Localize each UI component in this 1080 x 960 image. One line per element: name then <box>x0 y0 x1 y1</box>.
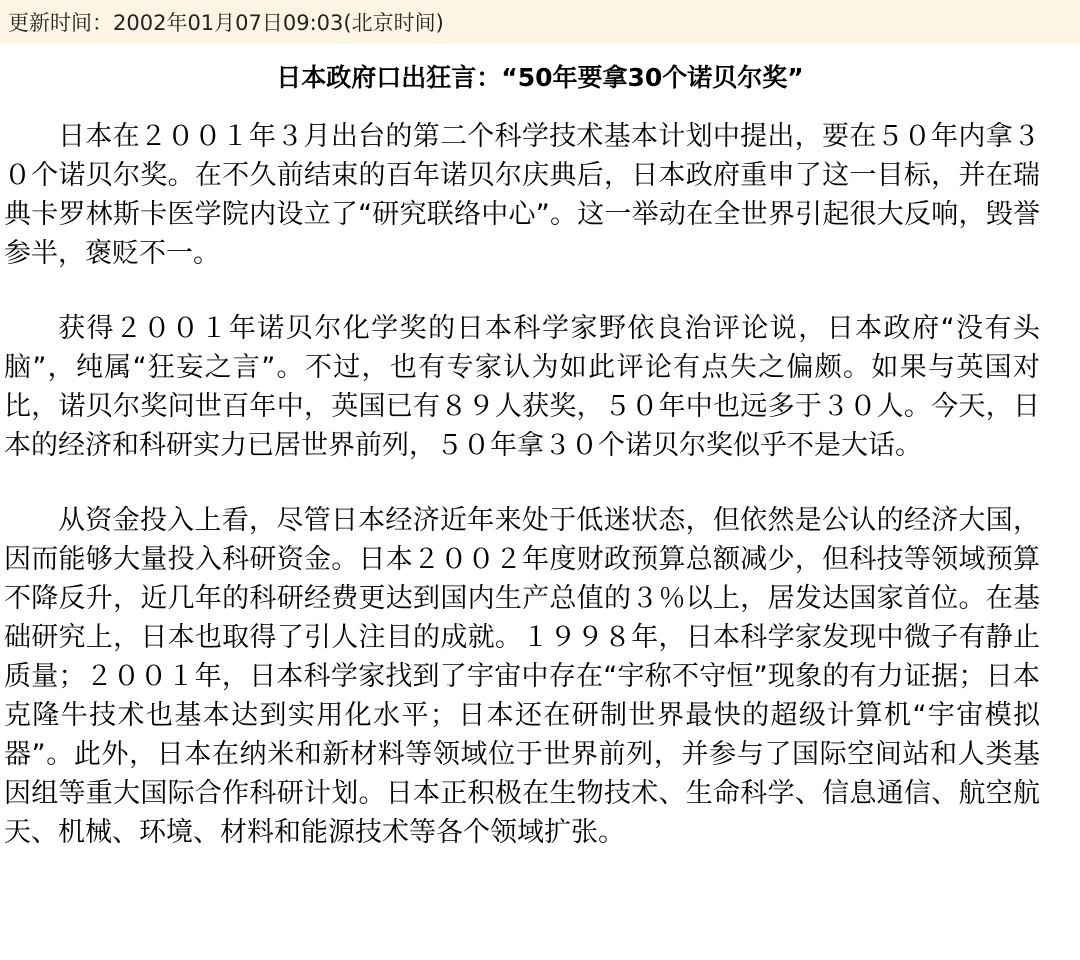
article-paragraph: 从资金投入上看，尽管日本经济近年来处于低迷状态，但依然是公认的经济大国，因而能够大量投入科研资金。日本２００２年度财政预算总额减少，但科技等领域预算不降反升，近几年的科研经费更达到国内生产总值的３％以上，居发达国家首位。在基础研究上，日本也取得了引人注目的成就。１９９８年，日本科学家发现中微子有静止质量；２００１年，日本科学家找到了宇宙中存在“宇称不守恒”现象的有力证据；日本克隆牛技术也基本达到实用化水平；日本还在研制世界最快的超级计算机“宇宙模拟器”。此外，日本在纳米和新材料等领域位于世界前列，并参与了国际空间站和人类基因组等重大国际合作科研计划。日本正积极在生物技术、生命科学、信息通信、航空航天、机械、环境、材料和能源技术等各个领域扩张。 <box>4 505 1040 848</box>
update-time-label: 更新时间： <box>8 11 113 35</box>
article-title: 日本政府口出狂言：“50年要拿30个诺贝尔奖” <box>276 63 804 92</box>
update-timestamp: 2002年01月07日09:03(北京时间) <box>113 11 444 35</box>
article-paragraph: 获得２００１年诺贝尔化学奖的日本科学家野依良治评论说，日本政府“没有头脑”，纯属“狂妄之言”。不过，也有专家认为如此评论有点失之偏颇。如果与英国对比，诺贝尔奖问世百年中，英国已有８９人获奖，５０年中也远多于３０人。今天，日本的经济和科研实力已居世界前列，５０年拿３０个诺贝尔奖似乎不是大话。 <box>4 313 1040 461</box>
article-paragraph: 日本在２００１年３月出台的第二个科学技术基本计划中提出，要在５０年内拿３０个诺贝尔奖。在不久前结束的百年诺贝尔庆典后，日本政府重申了这一目标，并在瑞典卡罗林斯卡医学院内设立了“研究联络中心”。这一举动在全世界引起很大反响，毁誉参半，褒贬不一。 <box>4 121 1040 269</box>
update-time-bar <box>0 0 1080 44</box>
article-body <box>0 117 1080 852</box>
